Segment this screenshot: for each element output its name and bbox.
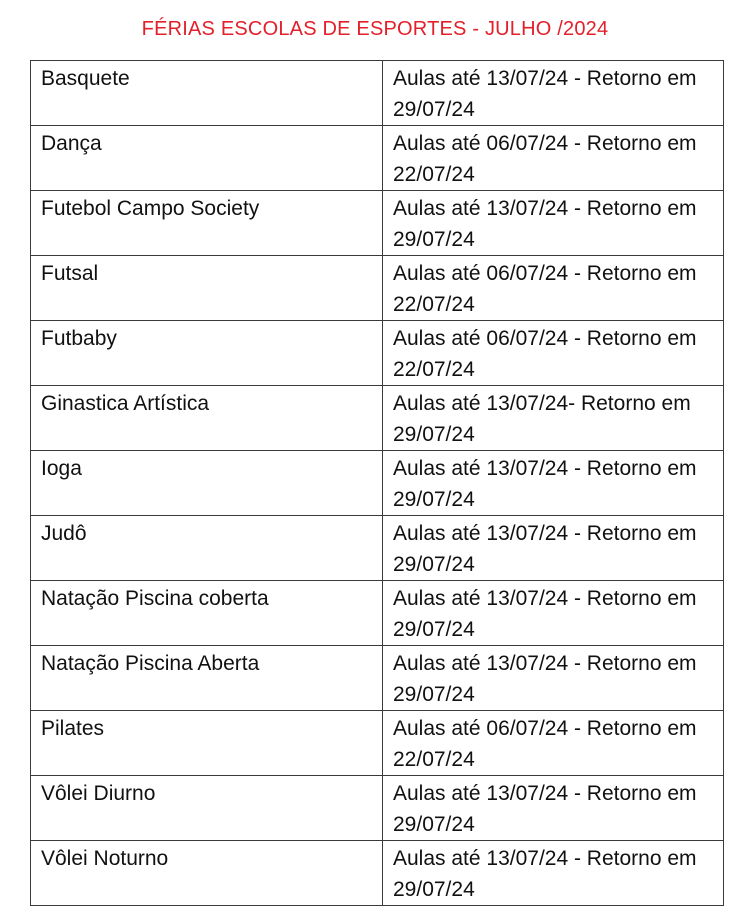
schedule-cell: Aulas até 06/07/24 - Retorno em 22/07/24	[383, 256, 724, 321]
sport-name-cell: Natação Piscina Aberta	[31, 646, 383, 711]
sport-name-cell: Ioga	[31, 451, 383, 516]
schedule-cell: Aulas até 13/07/24 - Retorno em 29/07/24	[383, 581, 724, 646]
schedule-cell: Aulas até 06/07/24 - Retorno em 22/07/24	[383, 711, 724, 776]
table-row	[31, 256, 724, 321]
table-row	[31, 581, 724, 646]
sport-name-cell: Futsal	[31, 256, 383, 321]
table-row	[31, 451, 724, 516]
table-row	[31, 191, 724, 256]
sport-name-cell: Basquete	[31, 61, 383, 126]
schedule-cell: Aulas até 06/07/24 - Retorno em 22/07/24	[383, 126, 724, 191]
sport-name-cell: Ginastica Artística	[31, 386, 383, 451]
sport-name-cell: Vôlei Noturno	[31, 841, 383, 906]
sport-name-cell: Pilates	[31, 711, 383, 776]
schedule-cell: Aulas até 13/07/24 - Retorno em 29/07/24	[383, 841, 724, 906]
sport-name-cell: Futebol Campo Society	[31, 191, 383, 256]
table-row	[31, 646, 724, 711]
schedule-cell: Aulas até 13/07/24 - Retorno em 29/07/24	[383, 191, 724, 256]
sport-name-cell: Natação Piscina coberta	[31, 581, 383, 646]
sport-name-cell: Judô	[31, 516, 383, 581]
schedule-cell: Aulas até 13/07/24 - Retorno em 29/07/24	[383, 61, 724, 126]
schedule-cell: Aulas até 13/07/24- Retorno em 29/07/24	[383, 386, 724, 451]
sport-name-cell: Dança	[31, 126, 383, 191]
table-row	[31, 126, 724, 191]
schedule-cell: Aulas até 13/07/24 - Retorno em 29/07/24	[383, 451, 724, 516]
table-row	[31, 711, 724, 776]
schedule-cell: Aulas até 13/07/24 - Retorno em 29/07/24	[383, 776, 724, 841]
table-row	[31, 841, 724, 906]
page-title: FÉRIAS ESCOLAS DE ESPORTES - JULHO /2024	[141, 18, 609, 40]
schedule-cell: Aulas até 06/07/24 - Retorno em 22/07/24	[383, 321, 724, 386]
table-row	[31, 386, 724, 451]
schedule-table	[30, 60, 724, 906]
sport-name-cell: Futbaby	[31, 321, 383, 386]
table-row	[31, 776, 724, 841]
table-row	[31, 61, 724, 126]
schedule-table-body	[31, 61, 724, 906]
schedule-cell: Aulas até 13/07/24 - Retorno em 29/07/24	[383, 516, 724, 581]
schedule-cell: Aulas até 13/07/24 - Retorno em 29/07/24	[383, 646, 724, 711]
table-row	[31, 516, 724, 581]
sport-name-cell: Vôlei Diurno	[31, 776, 383, 841]
table-row	[31, 321, 724, 386]
